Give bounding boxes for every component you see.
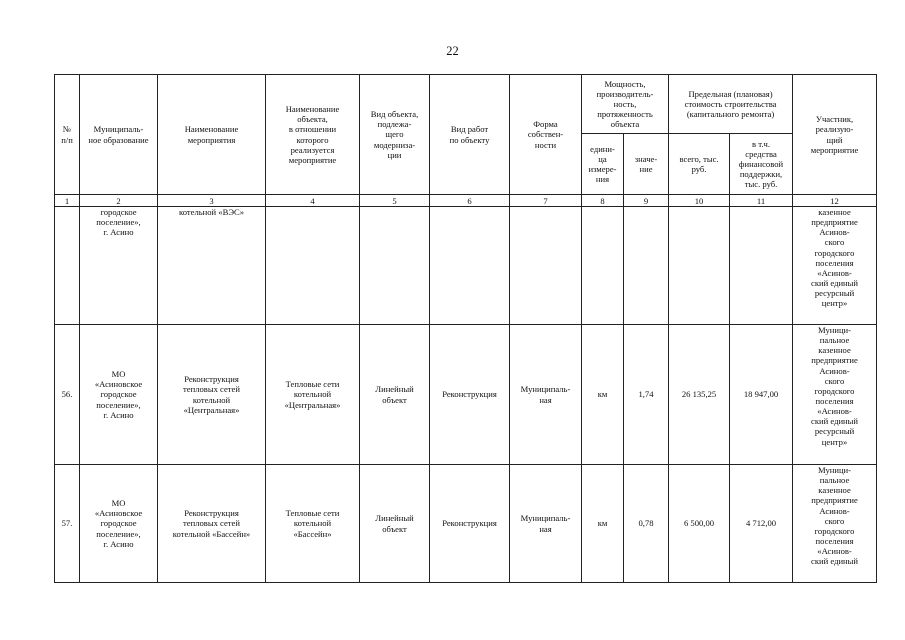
cell-participant: Муници- пальное казенное предприятие Асинов- ского городского поселения «Асинов- ский единый ресурсный центр» [793,325,877,465]
cell-value: 1,74 [624,325,669,465]
table-row [55,325,877,465]
cell-participant: Муници- пальное казенное предприятие Асинов- ского городского поселения «Асинов- ский единый [793,465,877,583]
header-incl: в т.ч. средства финансовой поддержки, тыс. руб. [730,134,793,195]
measures-table [54,74,877,583]
cell-municipality: городское поселение», г. Асино [80,207,158,325]
cell-participant: казенное предприятие Асинов- ского городского поселения «Асинов- ский единый ресурсный центр» [793,207,877,325]
cell-ownership [510,207,582,325]
column-number: 5 [360,195,430,207]
header-ownership: Форма собствен- ности [510,75,582,195]
header-row [55,75,877,134]
cell-measure: котельной «ВЭС» [158,207,266,325]
column-number: 10 [669,195,730,207]
column-number: 7 [510,195,582,207]
cell-incl: 18 947,00 [730,325,793,465]
cell-object-name: Тепловые сети котельной «Центральная» [266,325,360,465]
column-number: 8 [582,195,624,207]
column-number: 2 [80,195,158,207]
cell-work-type: Реконструкция [430,465,510,583]
cell-municipality: МО «Асиновское городское поселение», г. Асино [80,465,158,583]
cell-no [55,207,80,325]
column-number: 9 [624,195,669,207]
cell-value: 0,78 [624,465,669,583]
header-object-name: Наименование объекта, в отношении которого реализуется мероприятие [266,75,360,195]
header-participant: Участник, реализую- щий мероприятие [793,75,877,195]
cell-total [669,207,730,325]
cell-object-name: Тепловые сети котельной «Бассейн» [266,465,360,583]
header-object-type: Вид объекта, подлежа- щего модерниза- ции [360,75,430,195]
cell-object-name [266,207,360,325]
header-cost: Предельная (плановая) стоимость строительства (капитального ремонта) [669,75,793,134]
column-number: 1 [55,195,80,207]
cell-incl [730,207,793,325]
cell-ownership: Муниципаль- ная [510,465,582,583]
header-no: № п/п [55,75,80,195]
header-measure: Наименование мероприятия [158,75,266,195]
cell-object-type: Линейный объект [360,325,430,465]
column-number: 4 [266,195,360,207]
header-unit: едини- ца измере- ния [582,134,624,195]
cell-incl: 4 712,00 [730,465,793,583]
cell-unit [582,207,624,325]
cell-work-type: Реконструкция [430,325,510,465]
cell-ownership: Муниципаль- ная [510,325,582,465]
cell-measure: Реконструкция тепловых сетей котельной «Бассейн» [158,465,266,583]
column-number: 11 [730,195,793,207]
page-number: 22 [446,44,459,58]
cell-no: 57. [55,465,80,583]
cell-no: 56. [55,325,80,465]
cell-total: 6 500,00 [669,465,730,583]
cell-municipality: МО «Асиновское городское поселение», г. Асино [80,325,158,465]
column-number-row [55,195,877,207]
cell-total: 26 135,25 [669,325,730,465]
column-number: 12 [793,195,877,207]
cell-object-type [360,207,430,325]
cell-unit: км [582,325,624,465]
column-number: 6 [430,195,510,207]
column-number: 3 [158,195,266,207]
header-municipality: Муниципаль- ное образование [80,75,158,195]
header-value: значе- ние [624,134,669,195]
cell-unit: км [582,465,624,583]
header-capacity: Мощность, производитель- ность, протяженность объекта [582,75,669,134]
table-row [55,465,877,583]
cell-value [624,207,669,325]
header-work-type: Вид работ по объекту [430,75,510,195]
cell-measure: Реконструкция тепловых сетей котельной «Центральная» [158,325,266,465]
cell-work-type [430,207,510,325]
header-total: всего, тыс. руб. [669,134,730,195]
cell-object-type: Линейный объект [360,465,430,583]
table-row [55,207,877,325]
